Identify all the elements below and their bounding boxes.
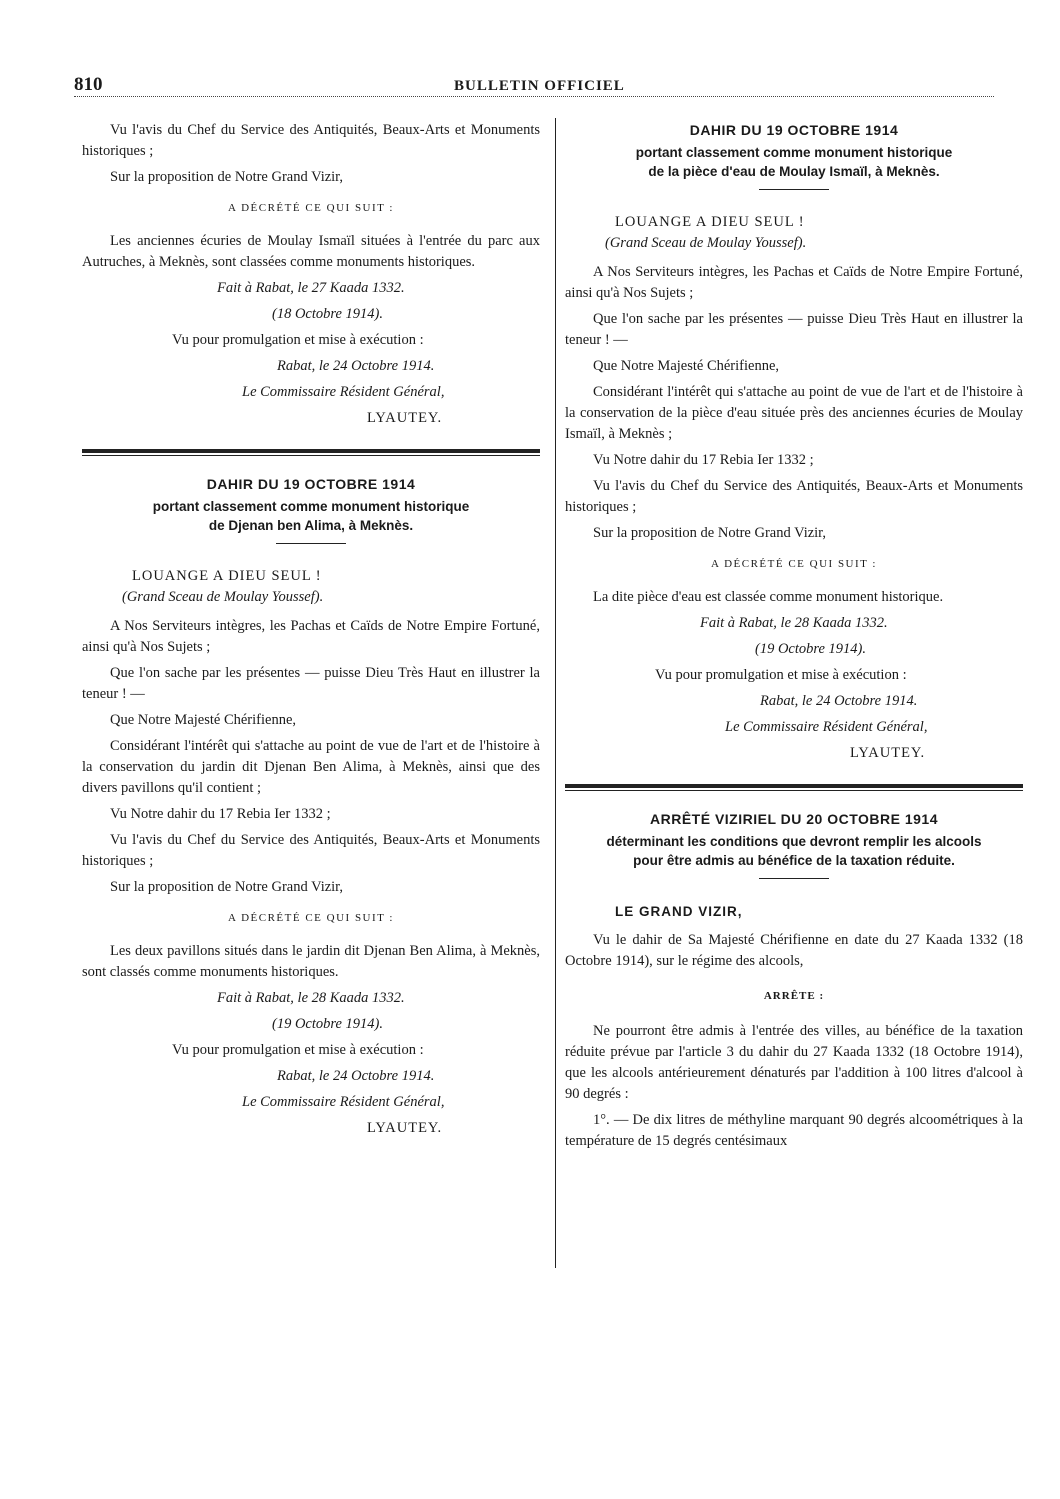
paragraph: Vu le dahir de Sa Majesté Chérifienne en date du 27 Kaada 1332 (18 Octobre 1914), sur le régime des alcools, (565, 932, 1023, 969)
signatory-name: LYAUTEY. (367, 1120, 443, 1136)
arrete-subtitle: déterminant les conditions que devront remplir les alcools (606, 834, 982, 849)
invocation: LOUANGE A DIEU SEUL ! (615, 214, 805, 230)
arrete-subtitle: pour être admis au bénéfice de la taxation réduite. (633, 853, 955, 868)
promulgation-date: Rabat, le 24 Octobre 1914. (760, 693, 918, 709)
paragraph: Vu Notre dahir du 17 Rebia Ier 1332 ; (110, 806, 331, 822)
header-rule (74, 96, 994, 97)
paragraph: A Nos Serviteurs intègres, les Pachas et Caïds de Notre Empire Fortuné, ainsi qu'à Nos Sujets ; (565, 264, 1023, 301)
paragraph: Sur la proposition de Notre Grand Vizir, (110, 879, 344, 895)
paragraph: Les anciennes écuries de Moulay Ismaïl situées à l'entrée du parc aux Autruches, à Meknès, sont classées comme monuments historiques. (82, 233, 540, 270)
signatory-name: LYAUTEY. (367, 410, 443, 426)
signature-place: Fait à Rabat, le 28 Kaada 1332. (700, 615, 888, 631)
dahir-subtitle: de Djenan ben Alima, à Meknès. (208, 518, 414, 533)
signatory-title: Le Commissaire Résident Général, (725, 719, 928, 735)
invocation: LOUANGE A DIEU SEUL ! (132, 568, 322, 584)
paragraph: La dite pièce d'eau est classée comme monument historique. (593, 589, 944, 605)
paragraph: Vu l'avis du Chef du Service des Antiquités, Beaux-Arts et Monuments historiques ; (565, 478, 1023, 515)
signature-date: (19 Octobre 1914). (755, 641, 867, 657)
paragraph: Que l'on sache par les présentes — puisse Dieu Très Haut en illustrer la teneur ! — (565, 311, 1023, 348)
arrete-title: ARRÊTÉ VIZIRIEL DU 20 OCTOBRE 1914 (650, 811, 938, 827)
signatory-title: Le Commissaire Résident Général, (242, 1094, 445, 1110)
signature-date: (18 Octobre 1914). (272, 306, 384, 322)
paragraph: Les deux pavillons situés dans le jardin dit Djenan Ben Alima, à Meknès, sont classés comme monuments historiques. (82, 943, 540, 980)
signatory-title: Le Commissaire Résident Général, (242, 384, 445, 400)
signature-place: Fait à Rabat, le 28 Kaada 1332. (217, 990, 405, 1006)
paragraph: Vu Notre dahir du 17 Rebia Ier 1332 ; (593, 452, 814, 468)
promulgation-line: Vu pour promulgation et mise à exécution : (172, 1042, 424, 1058)
paragraph: Sur la proposition de Notre Grand Vizir, (593, 525, 827, 541)
paragraph: Que l'on sache par les présentes — puisse Dieu Très Haut en illustrer la teneur ! — (82, 665, 540, 702)
section-rule (565, 784, 1023, 791)
publication-title: BULLETIN OFFICIEL (454, 78, 625, 94)
column-divider (555, 118, 556, 1268)
promulgation-line: Vu pour promulgation et mise à exécution : (172, 332, 424, 348)
right-column (565, 120, 1023, 1157)
paragraph: Ne pourront être admis à l'entrée des villes, au bénéfice de la taxation réduite prévue par l'article 3 du dahir du 27 Kaada 1332 (18 Octobre 1914), que les alcools antérieurement dénaturés par l'addition à 100 litres d'alcool à 90 degrés : (565, 1023, 1023, 1102)
dahir-subtitle: portant classement comme monument historique (635, 145, 953, 160)
paragraph: Vu l'avis du Chef du Service des Antiquités, Beaux-Arts et Monuments historiques ; (82, 122, 540, 159)
dahir-subtitle: portant classement comme monument historique (152, 499, 470, 514)
decree-heading: A DÉCRÉTÉ CE QUI SUIT : (228, 912, 394, 924)
signatory-name: LYAUTEY. (850, 745, 926, 761)
dahir-title: DAHIR DU 19 OCTOBRE 1914 (206, 476, 416, 492)
short-rule (276, 543, 346, 544)
paragraph: Considérant l'intérêt qui s'attache au point de vue de l'art et de l'histoire à la conservation de la pièce d'eau située près des anciennes écuries de Moulay Ismaïl, à Meknès ; (565, 384, 1023, 442)
paragraph: Considérant l'intérêt qui s'attache au point de vue de l'art et de l'histoire à la conservation du jardin dit Djenan Ben Alima, à Meknès, ainsi que des divers pavillons qu'il contient ; (82, 738, 540, 796)
paragraph: A Nos Serviteurs intègres, les Pachas et Caïds de Notre Empire Fortuné, ainsi qu'à Nos Sujets ; (82, 618, 540, 655)
seal-line: (Grand Sceau de Moulay Youssef). (605, 235, 807, 251)
paragraph: Vu l'avis du Chef du Service des Antiquités, Beaux-Arts et Monuments historiques ; (82, 832, 540, 869)
promulgation-date: Rabat, le 24 Octobre 1914. (277, 358, 435, 374)
paragraph: Que Notre Majesté Chérifienne, (593, 358, 780, 374)
page-number: 810 (74, 74, 103, 95)
paragraph: Que Notre Majesté Chérifienne, (110, 712, 297, 728)
decree-heading: A DÉCRÉTÉ CE QUI SUIT : (711, 558, 877, 570)
page-header (74, 70, 994, 98)
paragraph: Sur la proposition de Notre Grand Vizir, (110, 169, 344, 185)
signature-place: Fait à Rabat, le 27 Kaada 1332. (217, 280, 405, 296)
dahir-subtitle: de la pièce d'eau de Moulay Ismaïl, à Meknès. (648, 164, 940, 179)
dahir-title: DAHIR DU 19 OCTOBRE 1914 (689, 122, 899, 138)
paragraph: 1°. — De dix litres de méthyline marquant 90 degrés alcoométriques à la température de 15 degrés centésimaux (565, 1112, 1023, 1149)
section-rule (82, 449, 540, 456)
promulgation-date: Rabat, le 24 Octobre 1914. (277, 1068, 435, 1084)
seal-line: (Grand Sceau de Moulay Youssef). (122, 589, 324, 605)
arrete-label: ARRÊTE : (763, 990, 825, 1002)
decree-heading: A DÉCRÉTÉ CE QUI SUIT : (228, 202, 394, 214)
short-rule (759, 189, 829, 190)
promulgation-line: Vu pour promulgation et mise à exécution : (655, 667, 907, 683)
issuer-heading: LE GRAND VIZIR, (615, 904, 743, 919)
short-rule (759, 878, 829, 879)
signature-date: (19 Octobre 1914). (272, 1016, 384, 1032)
left-column (82, 120, 540, 1144)
